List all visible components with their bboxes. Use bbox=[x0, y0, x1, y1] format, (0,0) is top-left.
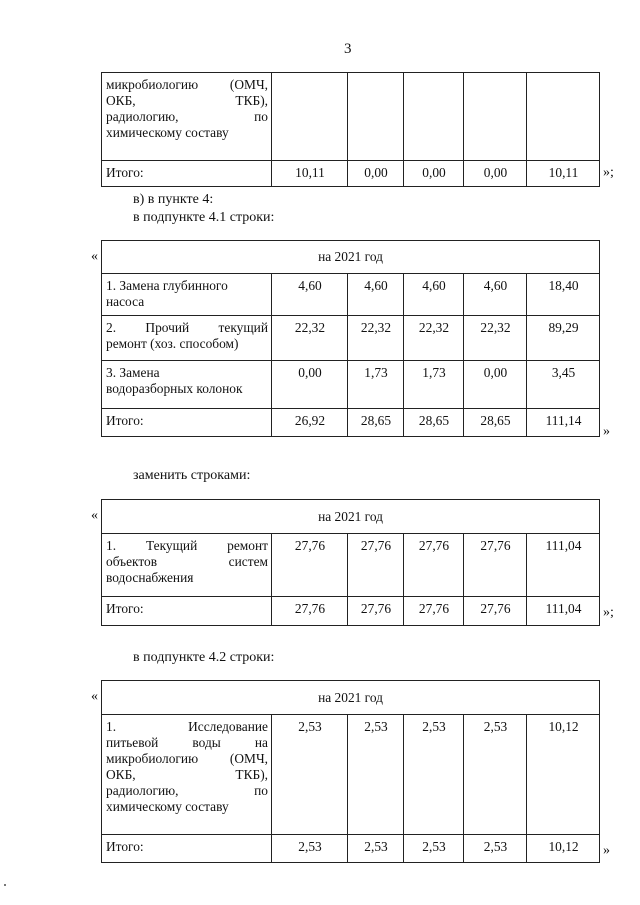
label-line: ОКБ, ТКБ), bbox=[106, 767, 268, 782]
value-cell: 27,76 bbox=[404, 597, 464, 626]
value-cell: 22,32 bbox=[348, 316, 404, 361]
value-cell: 10,12 bbox=[527, 715, 600, 835]
year-header: на 2021 год bbox=[102, 500, 600, 534]
value-cell: 22,32 bbox=[464, 316, 527, 361]
value-cell: 22,32 bbox=[272, 316, 348, 361]
year-header: на 2021 год bbox=[102, 241, 600, 274]
value-cell: 2,53 bbox=[272, 715, 348, 835]
total-row bbox=[102, 409, 600, 437]
value-cell: 10,12 bbox=[527, 835, 600, 863]
value-cell: 27,76 bbox=[272, 597, 348, 626]
table-4-2-old bbox=[101, 680, 600, 863]
header-row bbox=[102, 241, 600, 274]
label-line: насоса bbox=[106, 294, 145, 309]
closing-quote: » bbox=[603, 843, 610, 858]
value-cell: 2,53 bbox=[404, 835, 464, 863]
value-cell: 2,53 bbox=[272, 835, 348, 863]
row-label bbox=[102, 361, 272, 409]
total-label: Итого: bbox=[102, 409, 272, 437]
value-cell: 22,32 bbox=[404, 316, 464, 361]
value-cell: 0,00 bbox=[464, 161, 527, 187]
table-row bbox=[102, 715, 600, 835]
value-cell: 2,53 bbox=[464, 835, 527, 863]
label-line: объектов систем bbox=[106, 554, 268, 569]
header-row bbox=[102, 681, 600, 715]
closing-quote: » bbox=[603, 424, 610, 439]
table-row bbox=[102, 73, 600, 161]
row-label bbox=[102, 316, 272, 361]
table-row bbox=[102, 361, 600, 409]
paragraph-subclause-4-1: в подпункте 4.1 строки: bbox=[133, 210, 275, 225]
label-line: 3. Замена bbox=[106, 365, 160, 380]
value-cell: 0,00 bbox=[272, 361, 348, 409]
value-cell: 2,53 bbox=[404, 715, 464, 835]
label-line: питьевой воды на bbox=[106, 735, 268, 750]
row-label bbox=[102, 534, 272, 597]
value-cell: 89,29 bbox=[527, 316, 600, 361]
value-cell: 27,76 bbox=[464, 597, 527, 626]
label-line: химическому составу bbox=[106, 125, 229, 140]
empty-cell bbox=[527, 73, 600, 161]
table-row bbox=[102, 534, 600, 597]
paragraph-subclause-4-2: в подпункте 4.2 строки: bbox=[133, 650, 275, 665]
scan-speck bbox=[4, 884, 6, 886]
total-row bbox=[102, 597, 600, 626]
label-line: микробиологию (ОМЧ, bbox=[106, 77, 268, 92]
value-cell: 4,60 bbox=[464, 274, 527, 316]
value-cell: 28,65 bbox=[464, 409, 527, 437]
label-line: 2. Прочий текущий bbox=[106, 320, 268, 335]
label-line: ремонт (хоз. способом) bbox=[106, 336, 239, 351]
value-cell: 4,60 bbox=[272, 274, 348, 316]
value-cell: 27,76 bbox=[348, 534, 404, 597]
empty-cell bbox=[272, 73, 348, 161]
label-line: ОКБ, ТКБ), bbox=[106, 93, 268, 108]
table-row bbox=[102, 274, 600, 316]
empty-cell bbox=[348, 73, 404, 161]
value-cell: 2,53 bbox=[464, 715, 527, 835]
value-cell: 4,60 bbox=[404, 274, 464, 316]
row-label bbox=[102, 715, 272, 835]
value-cell: 0,00 bbox=[464, 361, 527, 409]
label-line: химическому составу bbox=[106, 799, 229, 814]
page-number: 3 bbox=[344, 41, 352, 57]
value-cell: 111,04 bbox=[527, 597, 600, 626]
value-cell: 10,11 bbox=[527, 161, 600, 187]
label-line: водоснабжения bbox=[106, 570, 194, 585]
value-cell: 0,00 bbox=[348, 161, 404, 187]
total-label: Итого: bbox=[102, 835, 272, 863]
value-cell: 27,76 bbox=[404, 534, 464, 597]
value-cell: 28,65 bbox=[348, 409, 404, 437]
value-cell: 10,11 bbox=[272, 161, 348, 187]
value-cell: 28,65 bbox=[404, 409, 464, 437]
row-label bbox=[102, 73, 272, 161]
value-cell: 3,45 bbox=[527, 361, 600, 409]
table-1-continuation bbox=[101, 72, 600, 187]
label-line: водоразборных колонок bbox=[106, 381, 243, 396]
total-label: Итого: bbox=[102, 597, 272, 626]
paragraph-clause-v: в) в пункте 4: bbox=[133, 192, 214, 207]
label-line: микробиологию (ОМЧ, bbox=[106, 751, 268, 766]
total-label: Итого: bbox=[102, 161, 272, 187]
year-header: на 2021 год bbox=[102, 681, 600, 715]
header-row bbox=[102, 500, 600, 534]
closing-quote: »; bbox=[603, 165, 614, 180]
paragraph-replace-with: заменить строками: bbox=[133, 468, 251, 483]
label-line: радиологию, по bbox=[106, 109, 268, 124]
value-cell: 2,53 bbox=[348, 715, 404, 835]
closing-quote: »; bbox=[603, 605, 614, 620]
total-row bbox=[102, 835, 600, 863]
value-cell: 2,53 bbox=[348, 835, 404, 863]
value-cell: 1,73 bbox=[348, 361, 404, 409]
value-cell: 4,60 bbox=[348, 274, 404, 316]
value-cell: 0,00 bbox=[404, 161, 464, 187]
value-cell: 26,92 bbox=[272, 409, 348, 437]
table-4-1-old bbox=[101, 240, 600, 437]
opening-quote: « bbox=[91, 508, 98, 523]
table-4-1-new bbox=[101, 499, 600, 626]
table-row bbox=[102, 316, 600, 361]
label-line: 1. Замена глубинного bbox=[106, 278, 228, 293]
value-cell: 1,73 bbox=[404, 361, 464, 409]
total-row bbox=[102, 161, 600, 187]
label-line: 1. Текущий ремонт bbox=[106, 538, 268, 553]
value-cell: 111,04 bbox=[527, 534, 600, 597]
label-line: 1. Исследование bbox=[106, 719, 268, 734]
value-cell: 27,76 bbox=[272, 534, 348, 597]
value-cell: 18,40 bbox=[527, 274, 600, 316]
value-cell: 27,76 bbox=[464, 534, 527, 597]
value-cell: 111,14 bbox=[527, 409, 600, 437]
opening-quote: « bbox=[91, 249, 98, 264]
label-line: радиологию, по bbox=[106, 783, 268, 798]
empty-cell bbox=[404, 73, 464, 161]
row-label bbox=[102, 274, 272, 316]
empty-cell bbox=[464, 73, 527, 161]
value-cell: 27,76 bbox=[348, 597, 404, 626]
opening-quote: « bbox=[91, 689, 98, 704]
